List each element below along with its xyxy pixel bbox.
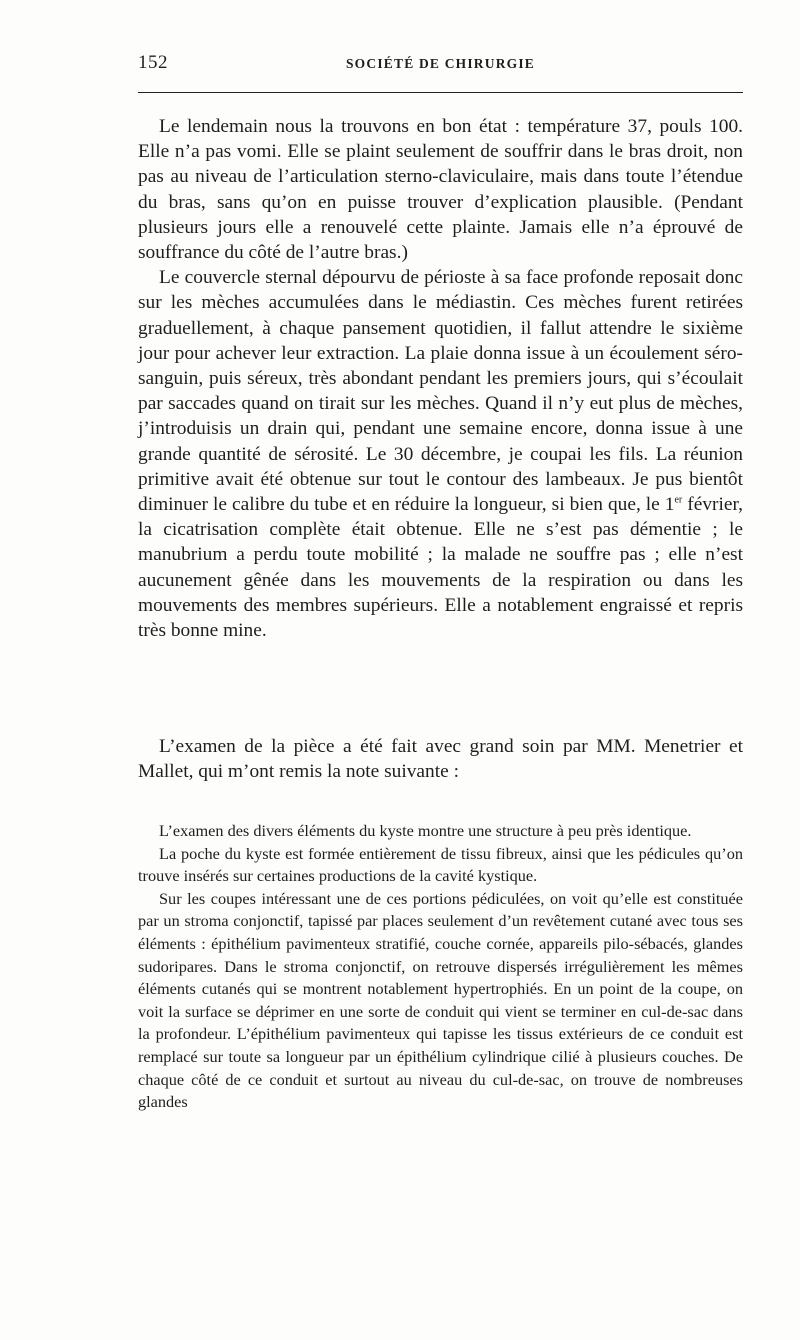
running-head: SOCIÉTÉ DE CHIRURGIE [345, 56, 536, 71]
paragraph-2 [138, 265, 743, 643]
note-paragraph-2: La poche du kyste est formée entièrement de tissu fibreux, ainsi que les pédicules qu’on trouve insérés sur certaines productions de la cavité kystique. [138, 843, 743, 886]
paragraph-2-text-end: février, la cicatrisation complète était obtenue. Elle ne s’est pas démentie ; le manubrium a perdu toute mobilité ; la malade ne souffre pas ; elle n’est aucunement gênée dans les mouvements de la respiration ou dans les mouvements des membres supérieurs. Elle a notablement engraissé et repris très bonne mine. [138, 494, 743, 642]
paragraph-2-text: Le couvercle sternal dépourvu de périoste à sa face profonde reposait donc sur les mèches accumulées dans le médiastin. Ces mèches furent retirées graduellement, à chaque pansement quotidien, il fallut attendre le sixième jour pour achever leur extraction. La plaie donna issue à un écoulement séro-sanguin, puis séreux, très abondant pendant les premiers jours, qui s’écoulait par saccades quand on tirait sur les mèches. Quand il n’y eut plus de mèches, j’introduisis un drain qui, pendant une semaine encore, donna issue à une grande quantité de sérosité. Le 30 décembre, je coupai les fils. La réunion primitive avait été obtenue sur tout le contour des lambeaux. Je pus bientôt diminuer le calibre du tube et en réduire la longueur, si bien que, le 1 [138, 267, 743, 516]
page-number: 152 [138, 52, 168, 73]
main-text [138, 114, 743, 643]
header-rule [138, 92, 743, 93]
paragraph-3: L’examen de la pièce a été fait avec grand soin par MM. Menetrier et Mallet, qui m’ont remis la note suivante : [138, 736, 743, 783]
pathology-note [138, 820, 743, 1114]
ordinal-superscript: er [674, 494, 683, 506]
paragraph-1: Le lendemain nous la trouvons en bon état : température 37, pouls 100. Elle n’a pas vomi. Elle se plaint seulement de souffrir dans le bras droit, non pas au niveau de l’articulation sterno-claviculaire, mais dans toute l’étendue du bras, sans qu’on en puisse trouver d’explication plausible. (Pendant plusieurs jours elle a renouvelé cette plainte. Jamais elle n’a éprouvé de souffrance du côté de l’autre bras.) [138, 116, 743, 264]
page-header [138, 52, 743, 84]
intro-text [138, 734, 743, 784]
note-paragraph-3: Sur les coupes intéressant une de ces portions pédiculées, on voit qu’elle est constituée par un stroma conjonctif, tapissé par places seulement d’un revêtement cutané avec tous ses éléments : épithélium pavimenteux stratifié, couche cornée, appareils pilo-sébacés, glandes sudoripares. Dans le stroma conjonctif, on retrouve dispersés irrégulièrement les mêmes éléments cutanés qui se montrent notablement hypertrophiés. En un point de la coupe, on voit la surface se déprimer en une sorte de conduit qui vient se terminer en cul-de-sac dans la profondeur. L’épithélium pavimenteux qui tapisse les tissus extérieurs de ce conduit est remplacé sur toute sa longueur par un épithélium cylindrique cilié à plusieurs couches. De chaque côté de ce conduit et surtout au niveau du cul-de-sac, on trouve de nombreuses glandes [138, 888, 743, 1112]
note-paragraph-1: L’examen des divers éléments du kyste montre une structure à peu près identique. [159, 821, 692, 840]
